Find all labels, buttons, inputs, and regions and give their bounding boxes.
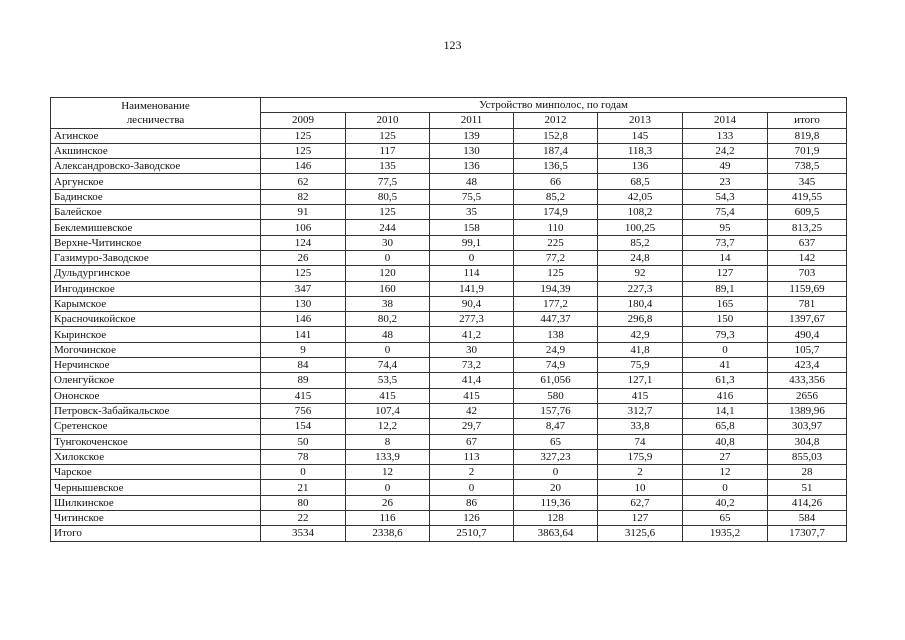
value-cell: 66 [514,174,598,189]
value-cell: 21 [261,480,346,495]
table-row [51,143,847,158]
value-cell: 756 [261,403,346,418]
value-cell: 415 [346,388,430,403]
value-cell: 78 [261,449,346,464]
value-cell: 10 [598,480,683,495]
value-cell: 41,4 [430,373,514,388]
value-cell: 95 [683,220,768,235]
value-cell: 49 [683,159,768,174]
value-cell: 42 [430,403,514,418]
forestry-name: Тунгокоченское [51,434,261,449]
value-cell: 1935,2 [683,526,768,541]
value-cell: 0 [261,465,346,480]
value-cell: 79,3 [683,327,768,342]
value-cell: 89,1 [683,281,768,296]
table-row [51,342,847,357]
forestry-name: Верхне-Читинское [51,235,261,250]
value-cell: 65 [514,434,598,449]
forestry-name: Акшинское [51,143,261,158]
value-cell: 125 [346,128,430,143]
value-cell: 2 [598,465,683,480]
value-cell: 194,39 [514,281,598,296]
value-cell: 419,55 [768,189,847,204]
value-cell: 345 [768,174,847,189]
table-row [51,220,847,235]
value-cell: 1389,96 [768,403,847,418]
value-cell: 813,25 [768,220,847,235]
table-row [51,281,847,296]
value-cell: 146 [261,312,346,327]
value-cell: 174,9 [514,205,598,220]
value-cell: 125 [261,128,346,143]
name-header-line2: лесничества [126,113,185,126]
value-cell: 855,03 [768,449,847,464]
value-cell: 303,97 [768,419,847,434]
value-cell: 12 [346,465,430,480]
table-body [51,128,847,541]
value-cell: 3534 [261,526,346,541]
forestry-name: Агинское [51,128,261,143]
table-row [51,205,847,220]
table-row [51,373,847,388]
value-cell: 74,9 [514,358,598,373]
value-cell: 100,25 [598,220,683,235]
forestry-name: Ингодинское [51,281,261,296]
value-cell: 304,8 [768,434,847,449]
value-cell: 74,4 [346,358,430,373]
value-cell: 490,4 [768,327,847,342]
table-row [51,312,847,327]
forestry-name: Карымское [51,296,261,311]
value-cell: 415 [598,388,683,403]
value-cell: 9 [261,342,346,357]
value-cell: 22 [261,511,346,526]
value-cell: 119,36 [514,495,598,510]
value-cell: 110 [514,220,598,235]
value-cell: 41,2 [430,327,514,342]
value-cell: 120 [346,266,430,281]
value-cell: 85,2 [514,189,598,204]
value-cell: 3863,64 [514,526,598,541]
value-cell: 24,8 [598,250,683,265]
value-cell: 65 [683,511,768,526]
value-cell: 136 [598,159,683,174]
value-cell: 73,7 [683,235,768,250]
value-cell: 35 [430,205,514,220]
value-cell: 113 [430,449,514,464]
value-cell: 26 [346,495,430,510]
value-cell: 423,4 [768,358,847,373]
forestry-name: Читинское [51,511,261,526]
value-cell: 0 [346,342,430,357]
value-cell: 415 [430,388,514,403]
value-cell: 416 [683,388,768,403]
value-cell: 157,76 [514,403,598,418]
value-cell: 296,8 [598,312,683,327]
value-cell: 23 [683,174,768,189]
value-cell: 61,056 [514,373,598,388]
value-cell: 42,05 [598,189,683,204]
name-header-line1: Наименование [121,99,190,112]
value-cell: 3125,6 [598,526,683,541]
value-cell: 38 [346,296,430,311]
value-cell: 29,7 [430,419,514,434]
value-cell: 327,23 [514,449,598,464]
table-row [51,250,847,265]
value-cell: 53,5 [346,373,430,388]
group-header: Устройство минполос, по годам [261,98,847,113]
value-cell: 703 [768,266,847,281]
value-cell: 0 [683,342,768,357]
table-row [51,327,847,342]
value-cell: 68,5 [598,174,683,189]
table-row [51,434,847,449]
page-number: 123 [443,38,462,52]
value-cell: 701,9 [768,143,847,158]
value-cell: 24,9 [514,342,598,357]
value-cell: 12,2 [346,419,430,434]
value-cell: 89 [261,373,346,388]
forestry-name: Беклемишевское [51,220,261,235]
value-cell: 0 [430,480,514,495]
table-row [51,388,847,403]
value-cell: 92 [598,266,683,281]
value-cell: 116 [346,511,430,526]
value-cell: 225 [514,235,598,250]
value-cell: 175,9 [598,449,683,464]
value-cell: 65,8 [683,419,768,434]
value-cell: 14,1 [683,403,768,418]
value-cell: 154 [261,419,346,434]
value-cell: 127 [598,511,683,526]
value-cell: 30 [430,342,514,357]
value-cell: 124 [261,235,346,250]
value-cell: 244 [346,220,430,235]
name-column-header [51,98,261,129]
value-cell: 105,7 [768,342,847,357]
table-row [51,235,847,250]
value-cell: 80,5 [346,189,430,204]
column-header: 2010 [346,113,430,128]
forestry-name: Газимуро-Заводское [51,250,261,265]
value-cell: 609,5 [768,205,847,220]
value-cell: 0 [346,480,430,495]
value-cell: 62 [261,174,346,189]
value-cell: 84 [261,358,346,373]
value-cell: 130 [430,143,514,158]
value-cell: 227,3 [598,281,683,296]
value-cell: 165 [683,296,768,311]
value-cell: 75,5 [430,189,514,204]
value-cell: 106 [261,220,346,235]
value-cell: 415 [261,388,346,403]
value-cell: 781 [768,296,847,311]
value-cell: 2656 [768,388,847,403]
table-row [51,419,847,434]
table-row [51,449,847,464]
forestry-name: Сретенское [51,419,261,434]
value-cell: 99,1 [430,235,514,250]
value-cell: 80,2 [346,312,430,327]
value-cell: 347 [261,281,346,296]
value-cell: 28 [768,465,847,480]
forestry-name: Оленгуйское [51,373,261,388]
value-cell: 42,9 [598,327,683,342]
value-cell: 133 [683,128,768,143]
value-cell: 77,5 [346,174,430,189]
value-cell: 277,3 [430,312,514,327]
value-cell: 90,4 [430,296,514,311]
value-cell: 187,4 [514,143,598,158]
total-row [51,526,847,541]
value-cell: 1397,67 [768,312,847,327]
forestry-name: Бадинское [51,189,261,204]
forestry-name: Могочинское [51,342,261,357]
forestry-name: Шилкинское [51,495,261,510]
value-cell: 108,2 [598,205,683,220]
value-cell: 67 [430,434,514,449]
value-cell: 40,8 [683,434,768,449]
value-cell: 125 [514,266,598,281]
value-cell: 24,2 [683,143,768,158]
value-cell: 146 [261,159,346,174]
value-cell: 180,4 [598,296,683,311]
value-cell: 141 [261,327,346,342]
forestry-name: Красночикойское [51,312,261,327]
forestry-name: Кыринское [51,327,261,342]
forestry-name: Александровско-Заводское [51,159,261,174]
column-header: 2014 [683,113,768,128]
value-cell: 130 [261,296,346,311]
table-header-row [51,98,847,113]
value-cell: 40,2 [683,495,768,510]
column-header: 2012 [514,113,598,128]
value-cell: 51 [768,480,847,495]
value-cell: 2510,7 [430,526,514,541]
table-row [51,480,847,495]
value-cell: 82 [261,189,346,204]
column-header: 2011 [430,113,514,128]
value-cell: 17307,7 [768,526,847,541]
value-cell: 141,9 [430,281,514,296]
value-cell: 819,8 [768,128,847,143]
value-cell: 62,7 [598,495,683,510]
value-cell: 41,8 [598,342,683,357]
value-cell: 85,2 [598,235,683,250]
value-cell: 139 [430,128,514,143]
value-cell: 447,37 [514,312,598,327]
value-cell: 75,9 [598,358,683,373]
table-row [51,128,847,143]
value-cell: 637 [768,235,847,250]
value-cell: 128 [514,511,598,526]
value-cell: 8,47 [514,419,598,434]
value-cell: 127 [683,266,768,281]
table-row [51,189,847,204]
value-cell: 75,4 [683,205,768,220]
forestry-name: Чарское [51,465,261,480]
value-cell: 580 [514,388,598,403]
value-cell: 74 [598,434,683,449]
value-cell: 142 [768,250,847,265]
value-cell: 33,8 [598,419,683,434]
column-header: итого [768,113,847,128]
table-row [51,174,847,189]
value-cell: 138 [514,327,598,342]
value-cell: 135 [346,159,430,174]
forestry-name: Чернышевское [51,480,261,495]
value-cell: 136 [430,159,514,174]
value-cell: 91 [261,205,346,220]
value-cell: 86 [430,495,514,510]
forestry-name: Дульдургинское [51,266,261,281]
column-header: 2009 [261,113,346,128]
value-cell: 126 [430,511,514,526]
table-row [51,358,847,373]
value-cell: 136,5 [514,159,598,174]
value-cell: 80 [261,495,346,510]
value-cell: 0 [514,465,598,480]
value-cell: 2 [430,465,514,480]
value-cell: 54,3 [683,189,768,204]
value-cell: 118,3 [598,143,683,158]
column-header: 2013 [598,113,683,128]
forestry-name: Итого [51,526,261,541]
value-cell: 61,3 [683,373,768,388]
table-row [51,266,847,281]
value-cell: 127,1 [598,373,683,388]
forestry-name: Балейское [51,205,261,220]
table-row [51,511,847,526]
value-cell: 12 [683,465,768,480]
value-cell: 150 [683,312,768,327]
table-row [51,403,847,418]
value-cell: 0 [430,250,514,265]
value-cell: 77,2 [514,250,598,265]
forestry-table [50,97,847,542]
value-cell: 48 [346,327,430,342]
forestry-name: Петровск-Забайкальское [51,403,261,418]
value-cell: 160 [346,281,430,296]
value-cell: 177,2 [514,296,598,311]
value-cell: 158 [430,220,514,235]
table-row [51,495,847,510]
value-cell: 117 [346,143,430,158]
value-cell: 107,4 [346,403,430,418]
table-row [51,296,847,311]
value-cell: 125 [346,205,430,220]
value-cell: 27 [683,449,768,464]
value-cell: 312,7 [598,403,683,418]
value-cell: 41 [683,358,768,373]
forestry-name: Ононское [51,388,261,403]
value-cell: 584 [768,511,847,526]
value-cell: 50 [261,434,346,449]
forestry-name: Аргунское [51,174,261,189]
value-cell: 2338,6 [346,526,430,541]
value-cell: 738,5 [768,159,847,174]
value-cell: 114 [430,266,514,281]
value-cell: 8 [346,434,430,449]
value-cell: 1159,69 [768,281,847,296]
value-cell: 30 [346,235,430,250]
value-cell: 14 [683,250,768,265]
table-row [51,159,847,174]
forestry-name: Хилокское [51,449,261,464]
table-row [51,465,847,480]
value-cell: 433,356 [768,373,847,388]
value-cell: 73,2 [430,358,514,373]
value-cell: 145 [598,128,683,143]
value-cell: 133,9 [346,449,430,464]
value-cell: 0 [683,480,768,495]
value-cell: 152,8 [514,128,598,143]
forestry-name: Нерчинское [51,358,261,373]
value-cell: 414,26 [768,495,847,510]
value-cell: 125 [261,266,346,281]
value-cell: 0 [346,250,430,265]
value-cell: 20 [514,480,598,495]
value-cell: 125 [261,143,346,158]
value-cell: 26 [261,250,346,265]
value-cell: 48 [430,174,514,189]
